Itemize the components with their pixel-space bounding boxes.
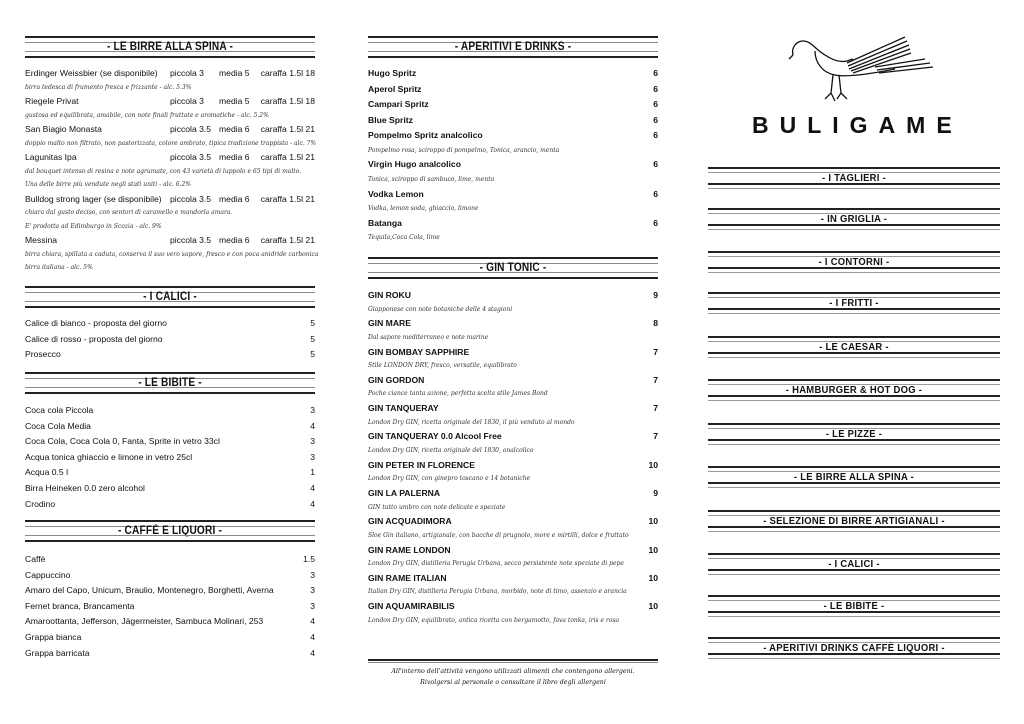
item-price: 4 (310, 647, 315, 658)
section-header-beer-title: - LE BIRRE ALLA SPINA - (106, 41, 234, 53)
menu-item-row (368, 97, 658, 113)
item-name: Coca Cola, Coca Cola 0, Fanta, Sprite in vetro 33cl (25, 436, 220, 447)
menu-item (25, 94, 315, 122)
nav-section-11[interactable] (708, 637, 1000, 659)
item-price: 10 (648, 516, 658, 527)
price-medium: media 6 (219, 124, 250, 134)
item-name: GIN ACQUADIMORA (368, 516, 452, 527)
item-name: Coca Cola Media (25, 420, 91, 431)
item-price: 5 (310, 318, 315, 328)
item-price: 1.5 (303, 554, 315, 564)
menu-item-row (368, 514, 658, 529)
item-description: birra chiara, spillata a caduta, conserva il suo vero sapore, fresco e con poca anidride carbonica (25, 250, 319, 258)
item-name: Amaro del Capo, Unicum, Braulio, Montenegro, Borghetti, Averna (25, 585, 274, 596)
nav-section-label: - I FRITTI - (829, 297, 879, 309)
menu-item (25, 583, 315, 599)
section-header-gin-title: - GIN TONIC - (479, 262, 547, 274)
nav-section-label: - IN GRIGLIA - (820, 213, 888, 225)
menu-item (368, 187, 658, 216)
nav-section-1[interactable] (708, 208, 1000, 230)
item-name: GIN PETER IN FLORENCE (368, 459, 475, 470)
item-price: 7 (653, 431, 658, 442)
item-name: Vodka Lemon (368, 188, 424, 199)
item-name: GIN GORDON (368, 374, 425, 385)
allergen-notice-line: All'interno dell'attività vengono utilizzati alimenti che contengono allergeni. (391, 668, 635, 675)
nav-section-5[interactable] (708, 379, 1000, 401)
item-description: dal bouquet intenso di resina e note agrumate, con 43 varietà di luppolo e 65 tipi di malto. (25, 167, 302, 175)
item-price: 3 (310, 451, 315, 462)
nav-section-6[interactable] (708, 423, 1000, 445)
item-price: 9 (653, 488, 658, 499)
menu-item-row (25, 150, 315, 165)
item-price: 10 (648, 572, 658, 583)
price-carafe: caraffa 1.5l 18 (260, 68, 315, 78)
price-carafe: caraffa 1.5l 21 (260, 193, 315, 204)
price-small: piccola 3 (170, 96, 204, 106)
nav-section-4[interactable] (708, 336, 1000, 358)
nav-section-label: - LE CAESAR - (819, 341, 889, 353)
menu-item (25, 599, 315, 615)
menu-item (368, 401, 658, 429)
item-name: GIN LA PALERNA (368, 488, 441, 499)
item-name: Amaroottanta, Jefferson, Jägermeister, Sambuca Molinari, 253 (25, 616, 264, 627)
menu-item-row (368, 187, 658, 203)
menu-item (25, 150, 315, 192)
menu-item-row (368, 486, 658, 501)
section-list-aperitivi (368, 66, 658, 245)
item-name: GIN ROKU (368, 290, 411, 300)
price-carafe: caraffa 1.5l 21 (260, 152, 315, 162)
item-description: chiara dal gusto deciso, con sentori di caramello e mandorla amara. (25, 209, 233, 216)
item-price: 6 (653, 130, 658, 141)
price-small: piccola 3.5 (170, 152, 212, 162)
price-medium: media 6 (219, 235, 250, 245)
menu-item (25, 450, 315, 466)
item-description: Italian Dry GIN, distilleria Perugia Urbana, morbido, note di timo, assenzio e arancia (368, 588, 627, 596)
item-price: 6 (653, 217, 658, 228)
menu-item-row (368, 373, 658, 388)
item-description: GIN tutto umbro con note delicate e speziate (368, 503, 506, 511)
menu-item (368, 543, 658, 571)
item-price: 8 (653, 318, 658, 329)
item-name: Calice di bianco - proposta del giorno (25, 318, 167, 328)
menu-item-row (368, 316, 658, 331)
item-description: Una delle birre più vendute negli stati uniti - alc. 6.2% (25, 181, 191, 188)
item-name: Acqua tonica ghiaccio e limone in vetro 25cl (25, 451, 193, 462)
item-price: 3 (310, 600, 315, 611)
item-price: 6 (653, 114, 658, 125)
menu-item-row (25, 497, 315, 513)
item-name: Acqua 0.5 l (25, 467, 68, 478)
item-price: 5 (310, 349, 315, 360)
section-header-gin (368, 257, 658, 279)
item-price: 4 (310, 482, 315, 493)
menu-item (25, 481, 315, 497)
menu-item-row (25, 630, 315, 646)
menu-item (368, 157, 658, 186)
item-price: 6 (653, 68, 658, 78)
menu-item-row (368, 571, 658, 586)
menu-item (25, 192, 315, 234)
item-name: Crodino (25, 498, 56, 509)
item-name: Virgin Hugo analcolico (368, 159, 461, 170)
item-name: Aperol Spritz (368, 83, 422, 94)
item-description: Tequila,Coca Cola, lime (368, 234, 440, 242)
menu-item-row (368, 216, 658, 232)
menu-item (368, 97, 658, 113)
menu-item (368, 458, 658, 486)
menu-item-row (368, 458, 658, 473)
price-small: piccola 3 (170, 68, 204, 78)
menu-item (368, 288, 658, 316)
item-price: 4 (310, 420, 315, 431)
menu-item (368, 128, 658, 157)
item-price: 3 (310, 585, 315, 596)
item-description: Vodka, lemon soda, ghiaccio, limone (368, 205, 479, 213)
menu-item (368, 113, 658, 129)
item-description: birra tedesca di frumento fresca e frizzante - alc. 5.3% (25, 83, 192, 91)
nav-section-label: - APERITIVI DRINKS CAFFÈ LIQUORI - (763, 642, 945, 654)
nav-section-2[interactable] (708, 251, 1000, 273)
nav-section-label: - HAMBURGER & HOT DOG - (785, 384, 923, 396)
item-description: London Dry GIN, con ginepro toscano e 14 botaniche (368, 475, 531, 483)
price-carafe: caraffa 1.5l 21 (260, 124, 315, 134)
item-name: Calice di rosso - proposta del giorno (25, 333, 163, 344)
item-price: 6 (653, 159, 658, 170)
menu-item-row (25, 450, 315, 466)
menu-item (25, 403, 315, 419)
nav-section-3[interactable] (708, 292, 1000, 314)
item-description: Giapponese con note botaniche delle 4 stagioni (368, 305, 513, 313)
section-list-beer (25, 66, 319, 275)
menu-item-row (368, 345, 658, 360)
nav-section-7[interactable] (708, 466, 1000, 488)
price-small: piccola 3.5 (170, 193, 212, 204)
item-price: 10 (648, 601, 658, 612)
brand-name: BULIGAME (752, 112, 963, 138)
item-description: doppio malto non filtrato, non pastorizzata, colore ambrato, tipica tradizione trappista - alc. 7% (25, 139, 317, 147)
nav-section-label: - SELEZIONE DI BIRRE ARTIGIANALI - (763, 515, 945, 527)
nav-section-8[interactable] (708, 510, 1000, 532)
item-name: Grappa bianca (25, 631, 82, 642)
menu-item-row (368, 66, 658, 82)
item-price: 3 (310, 569, 315, 580)
menu-item-row (368, 599, 658, 614)
section-header-calici-title: - I CALICI - (143, 291, 197, 303)
item-name: GIN AQUAMIRABILIS (368, 601, 455, 612)
item-name: San Biagio Monasta (25, 124, 102, 134)
section-list-gin (368, 288, 658, 628)
section-header-caffe-title: - CAFFÈ E LIQUORI - (118, 525, 222, 537)
item-description: London Dry GIN, ricetta originale del 1830, il più venduto al mondo (368, 418, 575, 426)
nav-section-9[interactable] (708, 553, 1000, 575)
price-medium: media 5 (219, 96, 250, 106)
section-header-aperitivi-title: - APERITIVI E DRINKS - (454, 41, 572, 53)
menu-item-row (25, 481, 315, 497)
nav-section-label: - I CONTORNI - (818, 256, 890, 268)
item-price: 7 (653, 374, 658, 385)
item-name: Bulldog strong lager (se disponibile) (25, 193, 162, 204)
menu-item (25, 332, 315, 348)
menu-item-row (25, 568, 315, 584)
menu-item (368, 514, 658, 542)
item-price: 7 (653, 403, 658, 414)
menu-item (368, 429, 658, 457)
item-name: Pompelmo Spritz analcolico (368, 130, 483, 141)
allergen-notice-line: Rivolgersi al personale o consultare il libro degli allergeni (420, 679, 606, 686)
nav-section-label: - I CALICI - (828, 558, 880, 570)
menu-item-row (25, 646, 315, 662)
menu-item-row (368, 288, 658, 303)
menu-item (368, 571, 658, 599)
item-price: 4 (310, 631, 315, 642)
nav-section-label: - LE BIBITE - (823, 600, 885, 612)
item-name: Erdinger Weissbier (se disponibile) (25, 68, 158, 78)
item-name: GIN RAME ITALIAN (368, 572, 447, 583)
menu-item (25, 434, 315, 450)
item-name: GIN BOMBAY SAPPHIRE (368, 346, 470, 357)
footer-divider (368, 659, 658, 663)
item-name: Riegele Privat (25, 96, 79, 106)
menu-item (25, 66, 315, 94)
section-list-calici (25, 316, 315, 363)
item-description: birra italiana - alc. 5% (25, 264, 93, 271)
menu-item-row (25, 403, 315, 419)
item-name: GIN TANQUERAY (368, 403, 439, 414)
item-price: 4 (310, 616, 315, 627)
item-description: London Dry GIN, equilibrato, antica ricetta con bergamotto, fava tonka, iris e rosa (368, 616, 620, 624)
menu-item-row (368, 543, 658, 558)
nav-section-10[interactable] (708, 595, 1000, 617)
item-name: Cappuccino (25, 569, 71, 580)
item-name: Grappa barricata (25, 647, 90, 658)
menu-item-row (25, 233, 315, 248)
nav-section-label: - LE BIRRE ALLA SPINA - (793, 471, 915, 483)
item-price: 4 (310, 498, 315, 509)
menu-item-row (25, 122, 315, 137)
menu-item-row (368, 113, 658, 129)
section-header-aperitivi (368, 36, 658, 58)
item-name: GIN TANQUERAY 0.0 Alcool Free (368, 431, 502, 442)
item-description: London Dry GIN, distilleria Perugia Urbana, secco persistente note speziate di pepe (368, 560, 624, 568)
menu-item-row (25, 192, 315, 207)
menu-item-row (25, 347, 315, 363)
menu-item (25, 614, 315, 630)
menu-item (25, 233, 319, 275)
menu-item-row (368, 429, 658, 444)
item-price: 6 (653, 188, 658, 199)
bird-logo-icon (785, 33, 945, 108)
menu-item-row (25, 614, 315, 630)
menu-item (368, 373, 658, 401)
menu-item-row (25, 66, 315, 81)
item-name: Caffè (25, 554, 46, 564)
menu-item-row (368, 401, 658, 416)
menu-item (25, 552, 315, 568)
nav-section-label: - LE PIZZE - (825, 428, 883, 440)
menu-item (25, 497, 315, 513)
item-description: E' prodotta ad Edimburgo in Scozia - alc. 9% (25, 222, 162, 230)
price-small: piccola 3.5 (170, 235, 212, 245)
menu-item (368, 82, 658, 98)
item-name: Batanga (368, 217, 402, 228)
item-name: GIN MARE (368, 318, 411, 329)
menu-item-row (25, 316, 315, 332)
menu-item-row (25, 599, 315, 615)
item-name: Blue Spritz (368, 114, 413, 125)
item-price: 3 (310, 405, 315, 415)
price-small: piccola 3.5 (170, 124, 212, 134)
price-medium: media 6 (219, 152, 250, 162)
price-carafe: caraffa 1.5l 18 (260, 96, 315, 106)
menu-item (25, 630, 315, 646)
item-description: Tonica, sciroppo di sambuco, lime, menta (368, 176, 495, 184)
nav-section-label: - I TAGLIERI - (822, 172, 886, 184)
section-header-bibite-title: - LE BIBITE - (138, 377, 202, 389)
menu-item-row (25, 552, 315, 568)
item-price: 9 (653, 290, 658, 300)
item-description: gustosa ed equilibrata, amabile, con note finali fruttate e aromatiche - alc. 5.2% (25, 111, 269, 119)
menu-item (368, 599, 658, 627)
item-name: Fernet branca, Brancamenta (25, 600, 135, 611)
item-description: Dal sapore mediterraneo e note marine (368, 333, 489, 341)
menu-item-row (25, 332, 315, 348)
menu-item-row (25, 419, 315, 435)
item-description: London Dry GIN, ricetta originale del 1830, analcolico (368, 446, 534, 454)
item-description: Poche ciance tanta azione, perfetta scelta stile James Bond (368, 390, 548, 398)
menu-item-row (368, 157, 658, 173)
price-medium: media 6 (219, 193, 250, 204)
menu-item (368, 216, 658, 245)
menu-item-row (25, 434, 315, 450)
item-price: 1 (310, 467, 315, 478)
menu-item (25, 646, 315, 662)
item-name: Coca cola Piccola (25, 405, 94, 415)
item-description: Stile LONDON DRY, fresco, versatile, equilibrato (368, 362, 517, 370)
menu-item (25, 465, 315, 481)
section-list-caffe (25, 552, 315, 661)
item-description: Pompelmo rosa, sciroppo di pompelmo, Tonica, arancio, menta (368, 146, 560, 154)
section-header-beer (25, 36, 315, 58)
menu-item (368, 66, 658, 82)
item-price: 6 (653, 83, 658, 94)
item-price: 10 (648, 459, 658, 470)
item-name: Prosecco (25, 349, 61, 360)
item-price: 5 (310, 333, 315, 344)
item-price: 10 (648, 544, 658, 555)
menu-item (25, 122, 315, 150)
price-carafe: caraffa 1.5l 21 (260, 235, 315, 245)
item-price: 6 (653, 99, 658, 110)
item-name: Birra Heineken 0.0 zero alcohol (25, 482, 145, 493)
item-description: Sloe Gin italiano, artigianale, con bacche di prugnolo, more e mirtilli, dolce e fruttato (368, 531, 629, 539)
section-header-bibite (25, 372, 315, 394)
menu-item-row (25, 94, 315, 109)
item-price: 3 (310, 436, 315, 447)
menu-item-row (25, 583, 315, 599)
menu-item (368, 486, 658, 514)
menu-item-row (25, 465, 315, 481)
section-header-caffe (25, 520, 315, 542)
item-name: GIN RAME LONDON (368, 544, 451, 555)
menu-item (25, 568, 315, 584)
item-name: Messina (25, 235, 57, 245)
menu-item (368, 345, 658, 373)
menu-item (25, 347, 315, 363)
allergen-notice (368, 666, 658, 688)
menu-item-row (368, 82, 658, 98)
section-header-calici (25, 286, 315, 308)
item-name: Lagunitas Ipa (25, 152, 77, 162)
item-name: Campari Spritz (368, 99, 429, 110)
item-price: 7 (653, 346, 658, 357)
price-medium: media 5 (219, 68, 250, 78)
item-name: Hugo Spritz (368, 68, 417, 78)
section-list-bibite (25, 403, 315, 512)
nav-section-0[interactable] (708, 167, 1000, 189)
menu-item (25, 316, 315, 332)
menu-item (368, 316, 658, 344)
menu-item-row (368, 128, 658, 144)
menu-item (25, 419, 315, 435)
